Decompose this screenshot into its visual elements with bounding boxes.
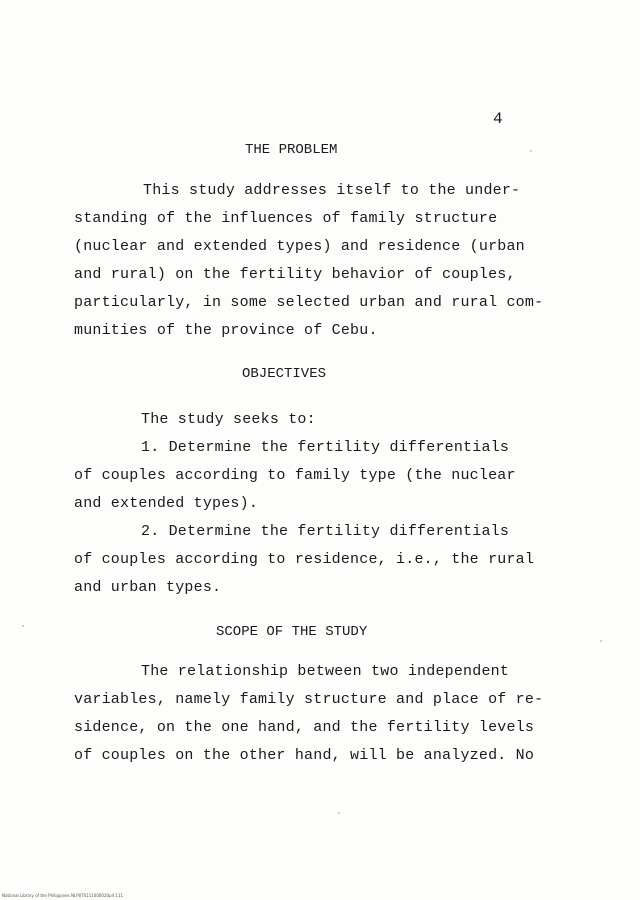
scan-speck xyxy=(22,625,24,627)
section-title-scope: SCOPE OF THE STUDY xyxy=(216,624,368,640)
scan-speck xyxy=(600,640,602,642)
problem-line: standing of the influences of family structure xyxy=(74,210,498,227)
scope-line: variables, namely family structure and place of re- xyxy=(74,691,544,708)
objectives-line: The study seeks to: xyxy=(141,411,316,428)
scan-footer: National Library of the Philippines NLP0T0111000020p4 111 xyxy=(2,893,124,898)
problem-line: and rural) on the fertility behavior of couples, xyxy=(74,266,516,283)
section-title-problem: THE PROBLEM xyxy=(245,142,338,158)
scan-speck xyxy=(338,812,340,814)
scope-line: The relationship between two independent xyxy=(141,663,510,680)
objectives-line: 1. Determine the fertility differentials xyxy=(141,439,510,456)
scope-line: of couples on the other hand, will be analyzed. No xyxy=(74,747,535,764)
objectives-line: of couples according to family type (the nuclear xyxy=(74,467,516,484)
scope-line: sidence, on the one hand, and the fertility levels xyxy=(74,719,535,736)
section-title-objectives: OBJECTIVES xyxy=(242,366,327,382)
objectives-line: 2. Determine the fertility differentials xyxy=(141,523,510,540)
problem-line: particularly, in some selected urban and rural com- xyxy=(74,294,544,311)
objectives-line: and urban types. xyxy=(74,579,222,596)
objectives-line: and extended types). xyxy=(74,495,259,512)
page-number: 4 xyxy=(493,110,503,128)
objectives-line: of couples according to residence, i.e., the rural xyxy=(74,551,535,568)
problem-line: This study addresses itself to the under- xyxy=(143,182,521,199)
problem-line: (nuclear and extended types) and residence (urban xyxy=(74,238,525,255)
scan-speck xyxy=(530,150,532,152)
problem-line: munities of the province of Cebu. xyxy=(74,322,378,339)
